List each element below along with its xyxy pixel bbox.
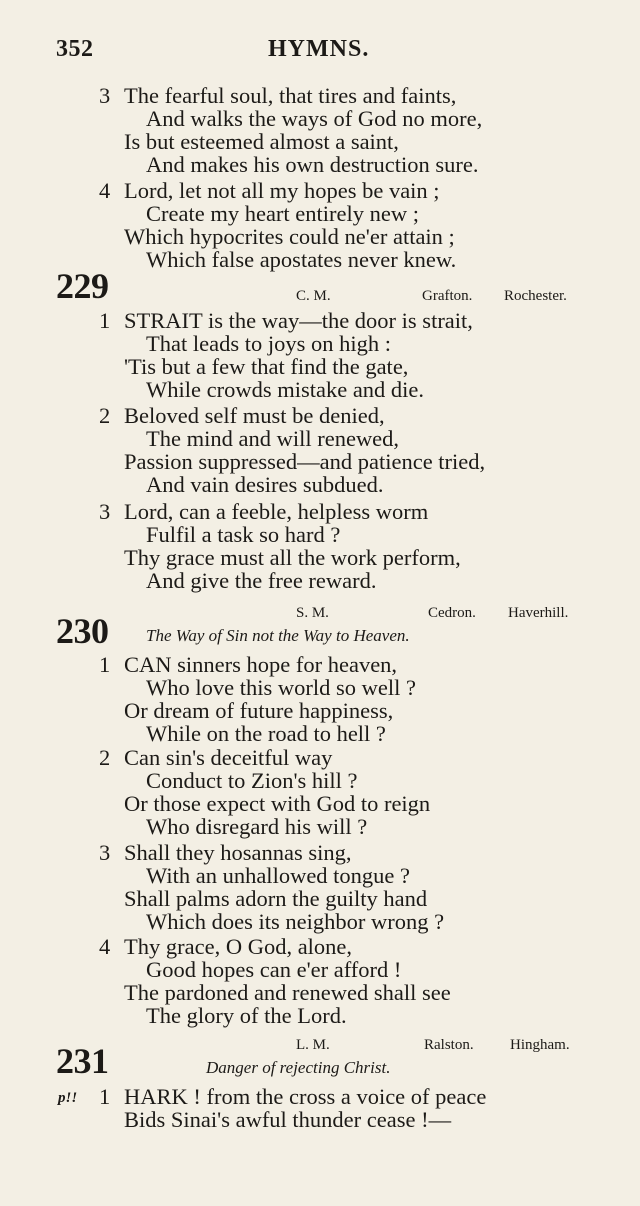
stanza-number: 3: [99, 499, 111, 524]
verse-line: Beloved self must be denied,: [124, 403, 385, 428]
verse-line: Shall palms adorn the guilty hand: [124, 886, 428, 911]
verse-line: And vain desires subdued.: [146, 472, 384, 497]
hymn-title: Danger of rejecting Christ.: [206, 1058, 391, 1077]
stanza-number: 3: [99, 83, 111, 108]
verse-line: Passion suppressed—and patience tried,: [124, 449, 486, 474]
verse-line: Or dream of future happiness,: [124, 698, 394, 723]
stanza-number: 1: [99, 308, 111, 333]
verse-line: The pardoned and renewed shall see: [124, 980, 451, 1005]
verse-line: Bids Sinai's awful thunder cease !—: [124, 1107, 452, 1132]
verse-line: The glory of the Lord.: [146, 1003, 347, 1028]
verse-line: Lord, let not all my hopes be vain ;: [124, 178, 440, 203]
tune-name: Cedron.: [428, 605, 476, 621]
verse-line: Lord, can a feeble, helpless worm: [124, 499, 429, 524]
hymn-number: 231: [56, 1041, 109, 1081]
meter: L. M.: [296, 1037, 330, 1053]
stanza-number: 2: [99, 745, 111, 770]
hymn-number: 229: [56, 266, 109, 306]
verse-line: While crowds mistake and die.: [146, 377, 425, 402]
verse-line: Or those expect with God to reign: [124, 791, 431, 816]
verse-line: And makes his own destruction sure.: [146, 152, 479, 177]
verse-line: And give the free reward.: [146, 568, 377, 593]
running-title: HYMNS.: [268, 36, 370, 62]
verse-line: Create my heart entirely new ;: [146, 201, 420, 226]
verse-line: 'Tis but a few that find the gate,: [124, 354, 409, 379]
verse-line: Who love this world so well ?: [146, 675, 416, 700]
page-header: [56, 36, 590, 66]
verse-line: And walks the ways of God no more,: [146, 106, 483, 131]
stanza-number: 4: [99, 178, 111, 203]
verse-line: Who disregard his will ?: [146, 814, 368, 839]
stanza-number: 1: [99, 1084, 111, 1109]
verse-line: Conduct to Zion's hill ?: [146, 768, 358, 793]
verse-line: The mind and will renewed,: [146, 426, 400, 451]
hymn-number: 230: [56, 611, 109, 651]
verse-line: Good hopes can e'er afford !: [146, 957, 402, 982]
tune-name: Grafton.: [422, 288, 473, 304]
stanza-number: 3: [99, 840, 111, 865]
verse-line: CAN sinners hope for heaven,: [124, 652, 398, 677]
verse-line: While on the road to hell ?: [146, 721, 386, 746]
verse-line: STRAIT is the way—the door is strait,: [124, 308, 473, 333]
dynamic-marking: p!!: [58, 1090, 78, 1106]
page-number: 352: [56, 36, 94, 62]
verse-line: Fulfil a task so hard ?: [146, 522, 341, 547]
verse-line: Which hypocrites could ne'er attain ;: [124, 224, 455, 249]
meter: C. M.: [296, 288, 331, 304]
stanza-number: 4: [99, 934, 111, 959]
tune-name: Rochester.: [504, 288, 567, 304]
verse-line: The fearful soul, that tires and faints,: [124, 83, 457, 108]
stanza-number: 1: [99, 652, 111, 677]
tune-name: Haverhill.: [508, 605, 569, 621]
verse-line: Which does its neighbor wrong ?: [146, 909, 445, 934]
tune-name: Ralston.: [424, 1037, 474, 1053]
verse-line: Shall they hosannas sing,: [124, 840, 352, 865]
verse-line: Thy grace must all the work perform,: [124, 545, 461, 570]
meter: S. M.: [296, 605, 329, 621]
tune-name: Hingham.: [510, 1037, 570, 1053]
verse-line: Which false apostates never knew.: [146, 247, 457, 272]
verse-line: Can sin's deceitful way: [124, 745, 333, 770]
verse-line: That leads to joys on high :: [146, 331, 391, 356]
verse-line: With an unhallowed tongue ?: [146, 863, 411, 888]
stanza-number: 2: [99, 403, 111, 428]
verse-line: HARK ! from the cross a voice of peace: [124, 1084, 487, 1109]
verse-line: Is but esteemed almost a saint,: [124, 129, 399, 154]
verse-line: Thy grace, O God, alone,: [124, 934, 353, 959]
hymn-title: The Way of Sin not the Way to Heaven.: [146, 626, 410, 645]
